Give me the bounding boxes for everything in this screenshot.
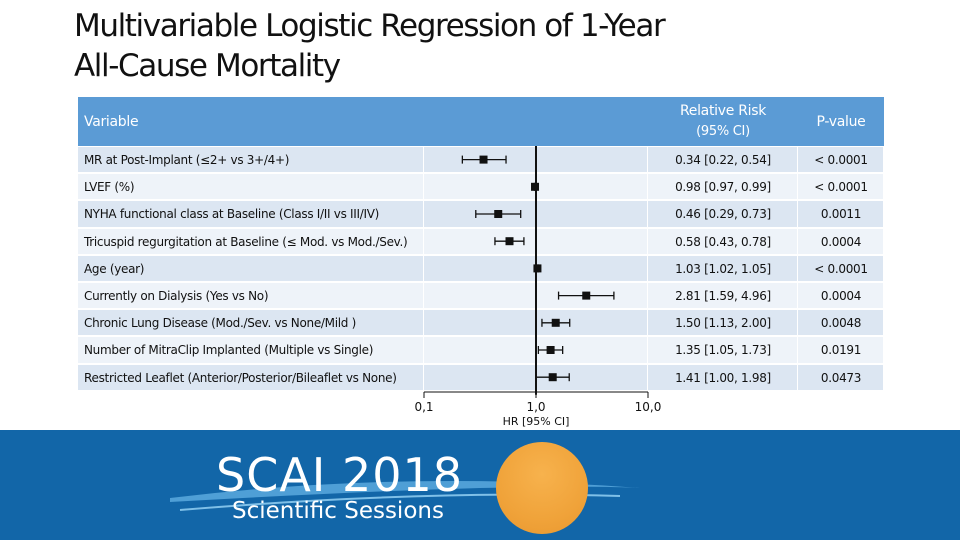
point-estimate (533, 264, 541, 272)
title-line-1: Multivariable Logistic Regression of 1-Year (74, 8, 665, 44)
header-relative-risk: Relative Risk (679, 103, 767, 119)
header-pvalue: P-value (816, 114, 866, 130)
point-estimate (506, 237, 514, 245)
row-pvalue: 0.0191 (820, 343, 862, 358)
row-pvalue: < 0.0001 (814, 180, 868, 195)
x-tick-label: 10,0 (634, 400, 662, 414)
row-variable-label: NYHA functional class at Baseline (Class I/II vs III/IV) (84, 207, 380, 222)
footer-swoosh (0, 430, 960, 540)
scai-logo: SCAI 2018 (216, 448, 464, 502)
point-estimate (549, 373, 557, 381)
x-axis-label: HR [95% CI] (502, 415, 570, 428)
point-estimate (480, 156, 488, 164)
row-variable-label: LVEF (%) (84, 180, 135, 195)
header-ci: (95% CI) (696, 124, 750, 139)
row-variable-label: Currently on Dialysis (Yes vs No) (84, 289, 269, 303)
point-estimate (547, 346, 555, 354)
row-variable-label: Restricted Leaflet (Anterior/Posterior/Bileaflet vs None) (84, 370, 397, 385)
scai-subtitle: Scientific Sessions (232, 498, 444, 524)
row-relative-risk: 1.03 [1.02, 1.05] (675, 261, 771, 276)
row-pvalue: 0.0004 (820, 289, 862, 303)
row-pvalue: 0.0004 (820, 234, 862, 249)
row-pvalue: 0.0011 (820, 207, 862, 222)
row-relative-risk: 1.35 [1.05, 1.73] (675, 343, 771, 358)
row-pvalue: < 0.0001 (814, 153, 868, 167)
row-relative-risk: 1.50 [1.13, 2.00] (675, 316, 771, 331)
point-estimate (582, 292, 590, 300)
row-variable-label: Age (year) (84, 261, 145, 276)
row-relative-risk: 0.34 [0.22, 0.54] (675, 153, 771, 167)
row-variable-label: Number of MitraClip Implanted (Multiple vs Single) (84, 343, 374, 358)
point-estimate (494, 210, 502, 218)
sun-logo-icon (496, 442, 588, 534)
row-relative-risk: 0.98 [0.97, 0.99] (675, 180, 771, 195)
point-estimate (552, 319, 560, 327)
title-line-2: All-Cause Mortality (74, 48, 340, 84)
row-variable-label: Tricuspid regurgitation at Baseline (≤ Mod. vs Mod./Sev.) (84, 234, 408, 249)
row-variable-label: MR at Post-Implant (≤2+ vs 3+/4+) (84, 153, 290, 167)
x-tick-label: 0,1 (414, 400, 434, 414)
row-relative-risk: 1.41 [1.00, 1.98] (675, 370, 771, 385)
row-pvalue: < 0.0001 (814, 261, 868, 276)
header-variable: Variable (84, 114, 139, 130)
row-pvalue: 0.0473 (820, 370, 862, 385)
row-relative-risk: 0.46 [0.29, 0.73] (675, 207, 771, 222)
row-relative-risk: 0.58 [0.43, 0.78] (675, 234, 771, 249)
row-relative-risk: 2.81 [1.59, 4.96] (675, 289, 771, 303)
row-variable-label: Chronic Lung Disease (Mod./Sev. vs None/Mild ) (84, 316, 356, 331)
x-tick-label: 1,0 (526, 400, 546, 414)
row-pvalue: 0.0048 (820, 316, 862, 331)
footer-banner (0, 430, 960, 540)
